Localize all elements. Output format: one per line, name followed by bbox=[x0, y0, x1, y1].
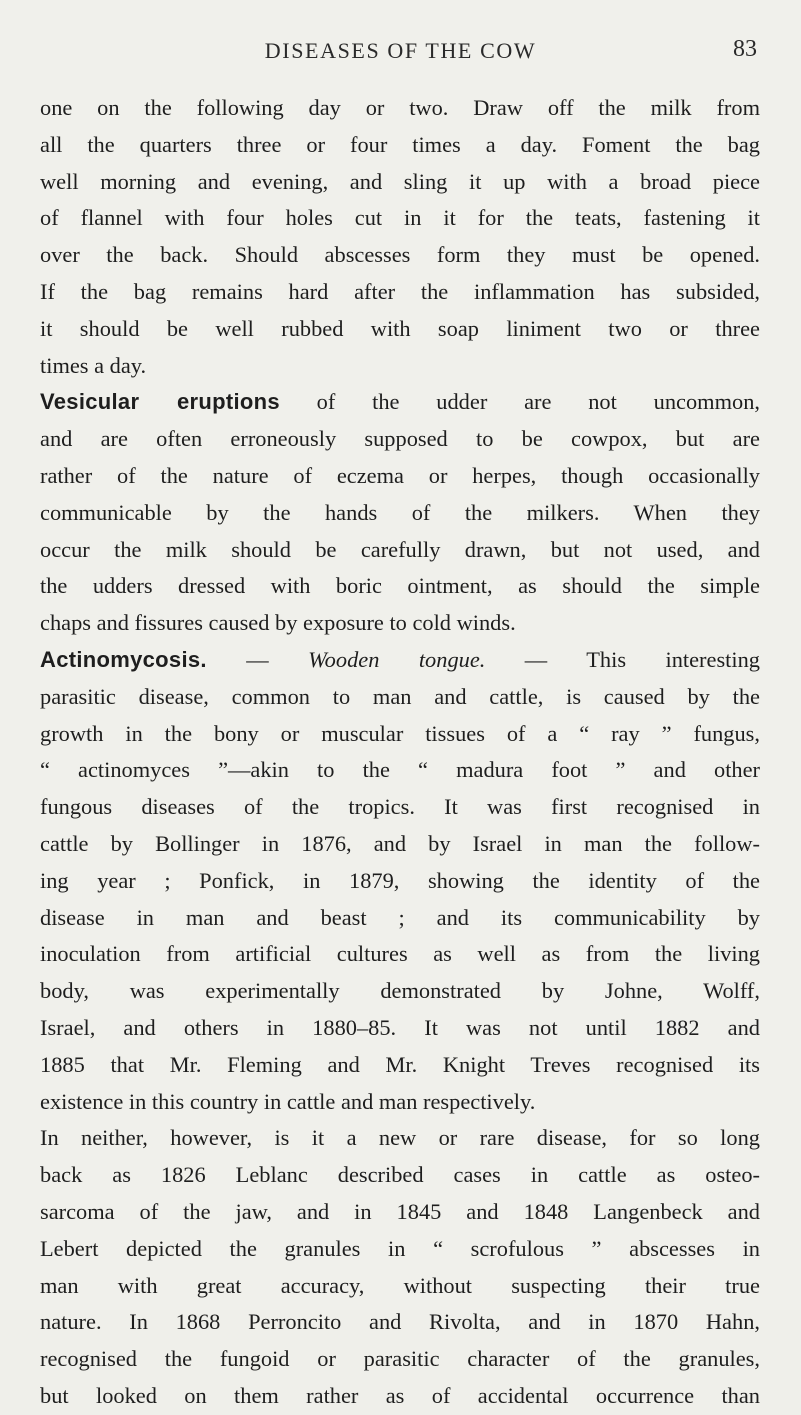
text-line bbox=[40, 900, 760, 937]
text-run: of the udder are not uncommon, bbox=[279, 389, 760, 415]
text-line bbox=[40, 1194, 760, 1231]
text-run: existence in this country in cattle and man respectively. bbox=[40, 1088, 536, 1114]
text-line bbox=[40, 1047, 760, 1084]
text-run: Israel, and others in 1880–85. It was not until 1882 and bbox=[40, 1014, 760, 1040]
text-run: occur the milk should be carefully drawn, but not used, and bbox=[40, 536, 760, 562]
text-run: all the quarters three or four times a day. Foment the bag bbox=[40, 131, 760, 157]
text-run: parasitic disease, common to man and cattle, is caused by the bbox=[40, 683, 760, 709]
text-line bbox=[40, 384, 760, 421]
text-run: it should be well rubbed with soap liniment two or three bbox=[40, 315, 760, 341]
text-run: and are often erroneously supposed to be cowpox, but are bbox=[40, 426, 760, 452]
text-line bbox=[40, 237, 760, 274]
text-run: recognised the fungoid or parasitic character of the granules, bbox=[40, 1346, 760, 1372]
text-line bbox=[40, 1120, 760, 1157]
text-run: body, was experimentally demonstrated by Johne, Wolff, bbox=[40, 978, 760, 1004]
text-run: over the back. Should abscesses form they must be opened. bbox=[40, 242, 760, 268]
text-run: back as 1826 Leblanc described cases in cattle as osteo- bbox=[40, 1162, 760, 1188]
text-run: If the bag remains hard after the inflammation has subsided, bbox=[40, 278, 760, 304]
italic-subheading: Wooden tongue. bbox=[308, 646, 486, 672]
text-line bbox=[40, 164, 760, 201]
text-line bbox=[40, 1084, 760, 1121]
text-run: — This interesting bbox=[485, 646, 760, 672]
text-line bbox=[40, 1268, 760, 1305]
text-run: growth in the bony or muscular tissues of a “ ray ” fungus, bbox=[40, 720, 760, 746]
text-line bbox=[40, 936, 760, 973]
page-header bbox=[0, 38, 801, 78]
section-heading: Vesicular eruptions bbox=[40, 389, 280, 415]
text-line bbox=[40, 605, 760, 642]
text-line bbox=[40, 1157, 760, 1194]
text-run: cattle by Bollinger in 1876, and by Israel in man the follow- bbox=[40, 830, 760, 856]
text-run: 1885 that Mr. Fleming and Mr. Knight Treves recognised its bbox=[40, 1051, 760, 1077]
text-run: rather of the nature of eczema or herpes, though occasionally bbox=[40, 462, 760, 488]
text-line bbox=[40, 532, 760, 569]
text-run: of flannel with four holes cut in it for the teats, fastening it bbox=[40, 205, 760, 231]
text-line bbox=[40, 568, 760, 605]
text-line bbox=[40, 90, 760, 127]
text-line bbox=[40, 1378, 760, 1415]
text-line bbox=[40, 1341, 760, 1378]
text-line bbox=[40, 1231, 760, 1268]
text-line bbox=[40, 421, 760, 458]
text-line bbox=[40, 1010, 760, 1047]
text-run: fungous diseases of the tropics. It was first recognised in bbox=[40, 794, 760, 820]
text-run: “ actinomyces ”—akin to the “ madura foot ” and other bbox=[40, 757, 760, 783]
text-run: — bbox=[206, 646, 309, 672]
text-run: the udders dressed with boric ointment, as should the simple bbox=[40, 573, 760, 599]
text-run: sarcoma of the jaw, and in 1845 and 1848 Langenbeck and bbox=[40, 1198, 760, 1224]
section-heading: Actinomycosis. bbox=[40, 646, 207, 672]
page-number: 83 bbox=[733, 36, 757, 62]
text-line bbox=[40, 716, 760, 753]
text-run: well morning and evening, and sling it up with a broad piece bbox=[40, 168, 760, 194]
text-run: chaps and fissures caused by exposure to cold winds. bbox=[40, 610, 516, 636]
text-run: but looked on them rather as of accidental occurrence than bbox=[40, 1382, 760, 1408]
text-line bbox=[40, 752, 760, 789]
text-run: disease in man and beast ; and its communicability by bbox=[40, 904, 760, 930]
text-line bbox=[40, 127, 760, 164]
text-line bbox=[40, 458, 760, 495]
text-line bbox=[40, 973, 760, 1010]
text-run: nature. In 1868 Perroncito and Rivolta, and in 1870 Hahn, bbox=[40, 1309, 760, 1335]
text-line bbox=[40, 863, 760, 900]
text-line bbox=[40, 642, 760, 679]
text-run: times a day. bbox=[40, 352, 147, 378]
text-run: Lebert depicted the granules in “ scrofulous ” abscesses in bbox=[40, 1235, 760, 1261]
text-run: ing year ; Ponfick, in 1879, showing the identity of the bbox=[40, 867, 760, 893]
text-line bbox=[40, 789, 760, 826]
text-line bbox=[40, 679, 760, 716]
body-text bbox=[40, 90, 760, 1415]
text-line bbox=[40, 826, 760, 863]
text-line bbox=[40, 311, 760, 348]
text-run: man with great accuracy, without suspecting their true bbox=[40, 1272, 760, 1298]
text-run: inoculation from artificial cultures as well as from the living bbox=[40, 941, 760, 967]
text-line bbox=[40, 200, 760, 237]
text-run: communicable by the hands of the milkers. When they bbox=[40, 499, 760, 525]
text-line bbox=[40, 348, 760, 385]
running-head: DISEASES OF THE COW bbox=[264, 38, 537, 63]
text-line bbox=[40, 495, 760, 532]
text-run: In neither, however, is it a new or rare disease, for so long bbox=[40, 1125, 760, 1151]
text-run: one on the following day or two. Draw off the milk from bbox=[40, 95, 760, 120]
text-line bbox=[40, 274, 760, 311]
